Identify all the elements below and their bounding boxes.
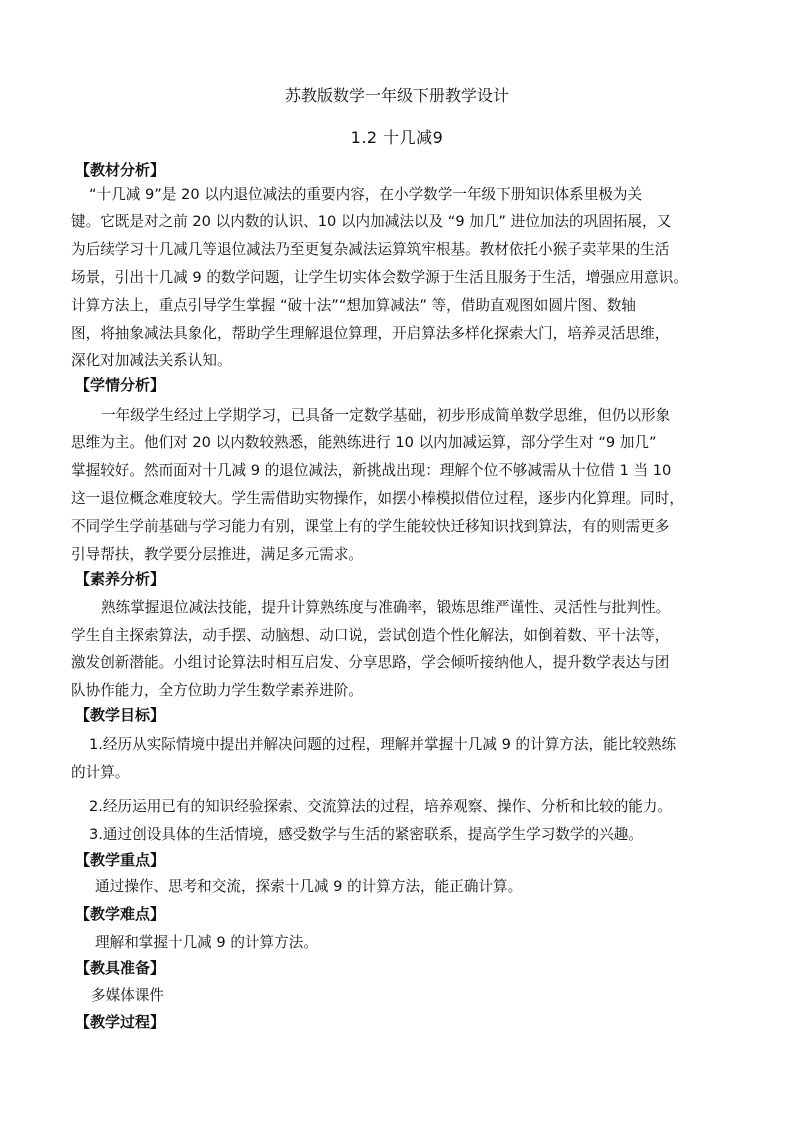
section-heading-teaching-focus: 【教学重点】 — [75, 851, 166, 869]
paragraph-line: 队协作能力，全方位助力学生数学素养进阶。 — [71, 682, 363, 699]
section-heading-teaching-objectives: 【教学目标】 — [75, 706, 166, 724]
paragraph-line: 图，将抽象减法具象化，帮助学生理解退位算理，开启算法多样化探索大门，培养灵活思维， — [71, 325, 670, 342]
paragraph-line: 理解和掌握十几减 9 的计算方法。 — [95, 934, 318, 951]
paragraph-line: 深化对加减法关系认知。 — [71, 352, 232, 369]
document-subtitle: 1.2 十几减9 — [350, 128, 444, 147]
objective-item: 2.经历运用已有的知识经验探索、交流算法的过程，培养观察、操作、分析和比较的能力。 — [89, 798, 673, 815]
paragraph-line: 一年级学生经过上学期学习，已具备一定数学基础，初步形成简单数学思维，但仍以形象 — [101, 407, 671, 424]
section-heading-student-analysis: 【学情分析】 — [75, 376, 166, 394]
paragraph-line: 通过操作、思考和交流，探索十几减 9 的计算方法，能正确计算。 — [95, 878, 523, 895]
section-heading-textbook-analysis: 【教材分析】 — [75, 161, 166, 179]
objective-item: 1.经历从实际情境中提出并解决问题的过程，理解并掌握十几减 9 的计算方法，能比较熟练 — [89, 736, 677, 753]
paragraph-line: 掌握较好。然而面对十几减 9 的退位减法，新挑战出现：理解个位不够减需从十位借 1 当 10 — [71, 462, 672, 479]
objective-item-continuation: 的计算。 — [71, 764, 130, 781]
paragraph-line: 键。它既是对之前 20 以内数的认识、10 以内加减法以及 “9 加几” 进位加法的巩固拓展，又 — [71, 213, 672, 230]
section-heading-teaching-process: 【教学过程】 — [75, 1013, 166, 1031]
paragraph-line: 不同学生学前基础与学习能力有别，课堂上有的学生能较快迁移知识找到算法，有的则需更多 — [71, 518, 670, 535]
paragraph-line: 熟练掌握退位减法技能，提升计算熟练度与准确率，锻炼思维严谨性、灵活性与批判性。 — [101, 599, 671, 616]
paragraph-line: 激发创新潜能。小组讨论算法时相互启发、分享思路，学会倾听接纳他人，提升数学表达与团 — [71, 654, 670, 671]
document-title: 苏教版数学一年级下册教学设计 — [284, 86, 509, 105]
section-heading-teaching-difficulty: 【教学难点】 — [75, 905, 166, 923]
section-heading-teaching-aids: 【教具准备】 — [75, 959, 166, 977]
paragraph-line: 思维为主。他们对 20 以内数较熟悉，能熟练进行 10 以内加减运算，部分学生对 “9 加几” — [71, 434, 657, 451]
paragraph-line: 多媒体课件 — [91, 987, 164, 1004]
section-heading-literacy-analysis: 【素养分析】 — [75, 570, 166, 588]
paragraph-line: 场景，引出十几减 9 的数学问题，让学生切实体会数学源于生活且服务于生活，增强应用意识。 — [71, 269, 688, 286]
paragraph-line: 学生自主探索算法，动手摆、动脑想、动口说，尝试创造个性化解法，如倒着数、平十法等， — [71, 627, 670, 644]
paragraph-line: 这一退位概念难度较大。学生需借助实物操作，如摆小棒模拟借位过程，逐步内化算理。同时， — [71, 490, 684, 507]
paragraph-line: 为后续学习十几减几等退位减法乃至更复杂减法运算筑牢根基。教材依托小猴子卖苹果的生活 — [71, 241, 670, 258]
paragraph-line: 计算方法上，重点引导学生掌握 “破十法”“想加算减法” 等，借助直观图如圆片图、数轴 — [71, 297, 636, 314]
objective-item: 3.通过创设具体的生活情境，感受数学与生活的紧密联系，提高学生学习数学的兴趣。 — [89, 826, 643, 843]
paragraph-line: “十几减 9”是 20 以内退位减法的重要内容，在小学数学一年级下册知识体系里极为关 — [89, 186, 643, 203]
paragraph-line: 引导帮扶，教学要分层推进，满足多元需求。 — [71, 546, 363, 563]
